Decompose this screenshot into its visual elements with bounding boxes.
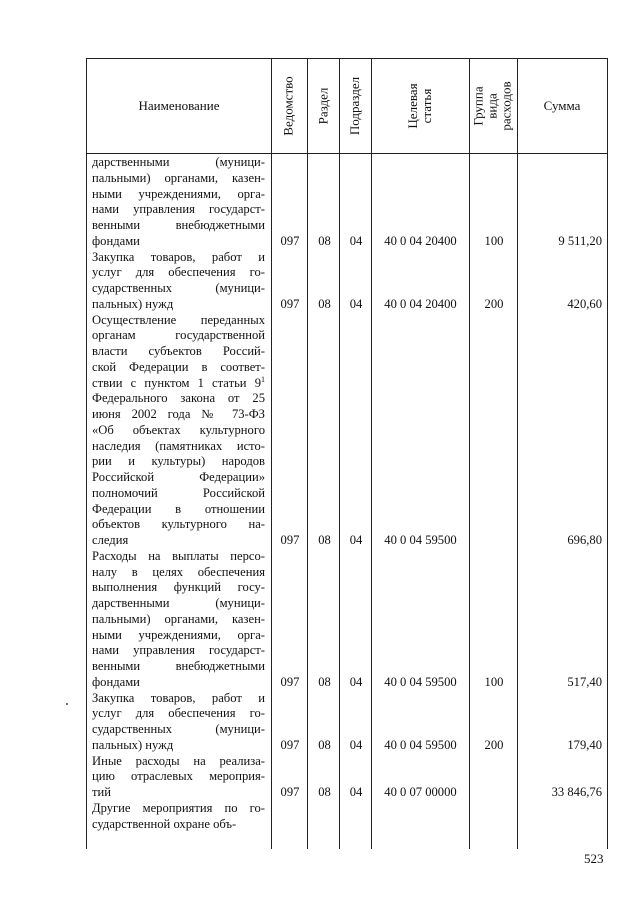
row-target-item: 40 0 04 59500 bbox=[384, 533, 457, 547]
row-amount: 517,40 bbox=[567, 674, 602, 689]
row-name bbox=[92, 549, 265, 691]
row-name-text: фондами bbox=[92, 674, 140, 689]
header-target-item-cell bbox=[371, 59, 469, 153]
header-expense-group-cell bbox=[469, 59, 517, 153]
row-name-text: пальных) нужд bbox=[92, 296, 174, 311]
row-name-line bbox=[92, 675, 265, 691]
row-name-text: услуг для обеспечения го- bbox=[92, 265, 265, 280]
row-name-line bbox=[92, 769, 265, 785]
row-name-line bbox=[92, 407, 265, 423]
row-subsection: 04 bbox=[349, 674, 363, 689]
scan-speck bbox=[66, 703, 68, 705]
header-target-item: Целевая статья bbox=[405, 83, 434, 129]
row-name-line bbox=[92, 250, 265, 266]
row-name-text: объектов культурного на- bbox=[92, 517, 265, 532]
row-name-text: дарственными (муници- bbox=[92, 596, 265, 610]
row-name-text: дарственными (муници- bbox=[92, 155, 265, 169]
row-name-text: власти субъектов Россий- bbox=[92, 344, 265, 358]
row-department: 097 bbox=[280, 785, 300, 799]
row-name-line bbox=[92, 328, 265, 344]
row-name-line bbox=[92, 659, 265, 675]
row-target-item: 40 0 04 59500 bbox=[384, 674, 457, 689]
row-name-line bbox=[92, 454, 265, 470]
row-name-line bbox=[92, 801, 265, 817]
row-department: 097 bbox=[280, 233, 300, 248]
row-amount: 33 846,76 bbox=[551, 785, 602, 799]
row-name-text: нами управления государст- bbox=[92, 202, 265, 217]
row-name-line bbox=[92, 706, 265, 722]
row-name-line bbox=[92, 691, 265, 707]
row-name-text: Другие мероприятия по го- bbox=[92, 800, 265, 815]
row-name-line bbox=[92, 265, 265, 281]
row-name-text: ными учреждениями, орга- bbox=[92, 627, 265, 642]
row-name-line bbox=[92, 817, 265, 833]
row-section: 08 bbox=[318, 533, 331, 547]
row-target-item: 40 0 04 20400 bbox=[384, 296, 457, 311]
row-name-text: «Об объектах культурного bbox=[92, 422, 265, 437]
column-divider bbox=[339, 59, 340, 849]
row-expense-group: 200 bbox=[484, 737, 504, 752]
row-name-text: ской Федерации в соответ- bbox=[92, 359, 265, 374]
row-name-line bbox=[92, 297, 265, 313]
row-name-text: Закупка товаров, работ и bbox=[92, 249, 265, 264]
row-name-text: сударственных (муници- bbox=[92, 281, 265, 295]
column-divider bbox=[307, 59, 308, 849]
row-subsection: 04 bbox=[349, 737, 363, 752]
row-department: 097 bbox=[280, 296, 300, 311]
row-amount: 179,40 bbox=[567, 737, 602, 752]
column-divider bbox=[271, 59, 272, 849]
row-subsection: 04 bbox=[349, 233, 363, 248]
header-expense-group: Группа вида расходов bbox=[471, 81, 514, 131]
row-name-line bbox=[92, 486, 265, 502]
row-name-text: налу в целях обеспечения bbox=[92, 564, 265, 579]
row-name bbox=[92, 155, 265, 250]
row-name-text: венными внебюджетными bbox=[92, 218, 265, 232]
header-divider bbox=[87, 153, 607, 154]
row-section: 08 bbox=[318, 296, 331, 311]
header-subsection: Подраздел bbox=[347, 76, 363, 136]
row-name-line bbox=[92, 423, 265, 439]
row-name-line bbox=[92, 376, 265, 392]
row-name-text: Федерального закона от 25 bbox=[92, 391, 265, 406]
row-name-line bbox=[92, 187, 265, 203]
row-amount: 9 511,20 bbox=[558, 233, 602, 248]
row-name-line bbox=[92, 391, 265, 407]
row-name-text: пальными) органами, казен- bbox=[92, 170, 265, 185]
row-name bbox=[92, 801, 265, 833]
row-name-text: венными внебюджетными bbox=[92, 659, 265, 673]
row-name bbox=[92, 754, 265, 801]
row-name-text: пальными) органами, казен- bbox=[92, 611, 265, 626]
row-name-text: цию отраслевых мероприя- bbox=[92, 769, 265, 784]
row-name-line bbox=[92, 344, 265, 360]
row-section: 08 bbox=[318, 674, 331, 689]
row-name-text: Закупка товаров, работ и bbox=[92, 690, 265, 705]
row-section: 08 bbox=[318, 233, 331, 248]
row-name-text: Осуществление переданных bbox=[92, 312, 265, 327]
page-number: 523 bbox=[584, 851, 604, 866]
row-name-text: наследия (памятниках исто- bbox=[92, 438, 265, 453]
header-department-cell bbox=[271, 59, 307, 153]
row-name-text: органам государственной bbox=[92, 328, 265, 343]
row-name-line bbox=[92, 596, 265, 612]
row-name-line bbox=[92, 517, 265, 533]
header-subsection-cell bbox=[339, 59, 371, 153]
row-name-text: ствии с пунктом 1 статьи 9 bbox=[92, 375, 261, 390]
row-expense-group: 200 bbox=[484, 296, 504, 311]
row-name-line bbox=[92, 202, 265, 218]
row-department: 097 bbox=[280, 674, 300, 689]
row-name-text: Российской Федерации» bbox=[92, 470, 265, 484]
column-divider bbox=[371, 59, 372, 849]
row-amount: 420,60 bbox=[567, 296, 602, 311]
row-name-text: ными учреждениями, орга- bbox=[92, 186, 265, 201]
row-name-line bbox=[92, 234, 265, 250]
row-name-text: полномочий Российской bbox=[92, 485, 265, 500]
row-name-line bbox=[92, 281, 265, 297]
header-section: Раздел bbox=[315, 87, 330, 125]
row-name-line bbox=[92, 155, 265, 171]
row-name-line bbox=[92, 580, 265, 596]
row-name bbox=[92, 313, 265, 549]
row-section: 08 bbox=[318, 737, 331, 752]
row-name-line bbox=[92, 738, 265, 754]
row-name-line bbox=[92, 470, 265, 486]
row-name-text: сударственных (муници- bbox=[92, 722, 265, 736]
row-name-text: рии и культуры) народов bbox=[92, 454, 265, 469]
row-name-text: тий bbox=[92, 785, 111, 799]
header-section-cell bbox=[307, 59, 339, 153]
row-name-text: услуг для обеспечения го- bbox=[92, 706, 265, 721]
row-name-line bbox=[92, 360, 265, 376]
row-name-line bbox=[92, 502, 265, 518]
row-name-text: следия bbox=[92, 533, 129, 547]
row-name-line bbox=[92, 785, 265, 801]
row-name-text: Расходы на выплаты персо- bbox=[92, 548, 265, 563]
row-name-line bbox=[92, 722, 265, 738]
row-amount: 696,80 bbox=[567, 533, 602, 547]
row-name-text: сударственной охране объ- bbox=[92, 816, 237, 831]
header-name: Наименование bbox=[138, 98, 220, 113]
row-expense-group: 100 bbox=[484, 233, 504, 248]
row-target-item: 40 0 04 20400 bbox=[384, 233, 457, 248]
row-target-item: 40 0 07 00000 bbox=[384, 785, 457, 799]
row-name bbox=[92, 250, 265, 313]
column-divider bbox=[469, 59, 470, 849]
row-name-line bbox=[92, 218, 265, 234]
row-subsection: 04 bbox=[349, 785, 363, 799]
row-target-item: 40 0 04 59500 bbox=[384, 737, 457, 752]
row-name-text: выполнения функций госу- bbox=[92, 580, 265, 595]
row-subsection: 04 bbox=[349, 296, 363, 311]
row-name-line bbox=[92, 533, 265, 549]
row-subsection: 04 bbox=[349, 533, 363, 547]
header-department: Ведомство bbox=[281, 76, 296, 136]
header-amount-cell bbox=[517, 59, 607, 153]
row-name-line bbox=[92, 628, 265, 644]
header-name-cell bbox=[87, 59, 271, 153]
row-name-text: пальных) нужд bbox=[92, 737, 174, 752]
row-name-text: нами управления государст- bbox=[92, 643, 265, 658]
row-department: 097 bbox=[280, 737, 300, 752]
row-name bbox=[92, 691, 265, 754]
row-name-line bbox=[92, 171, 265, 187]
budget-table bbox=[86, 58, 608, 849]
row-name-text: Иные расходы на реализа- bbox=[92, 753, 265, 768]
row-section: 08 bbox=[318, 785, 331, 799]
row-name-line bbox=[92, 313, 265, 329]
row-department: 097 bbox=[280, 533, 300, 547]
row-name-text: фондами bbox=[92, 233, 140, 248]
row-name-line bbox=[92, 754, 265, 770]
row-name-line bbox=[92, 565, 265, 581]
row-expense-group: 100 bbox=[484, 674, 504, 689]
row-name-line bbox=[92, 549, 265, 565]
row-name-text: июня 2002 года № 73-ФЗ bbox=[92, 407, 265, 421]
header-amount: Сумма bbox=[543, 98, 581, 113]
row-name-line bbox=[92, 612, 265, 628]
column-divider bbox=[517, 59, 518, 849]
row-name-text: Федерации в отношении bbox=[92, 501, 265, 516]
footnote-superscript: 1 bbox=[261, 374, 265, 384]
row-name-line bbox=[92, 439, 265, 455]
row-name-line bbox=[92, 643, 265, 659]
